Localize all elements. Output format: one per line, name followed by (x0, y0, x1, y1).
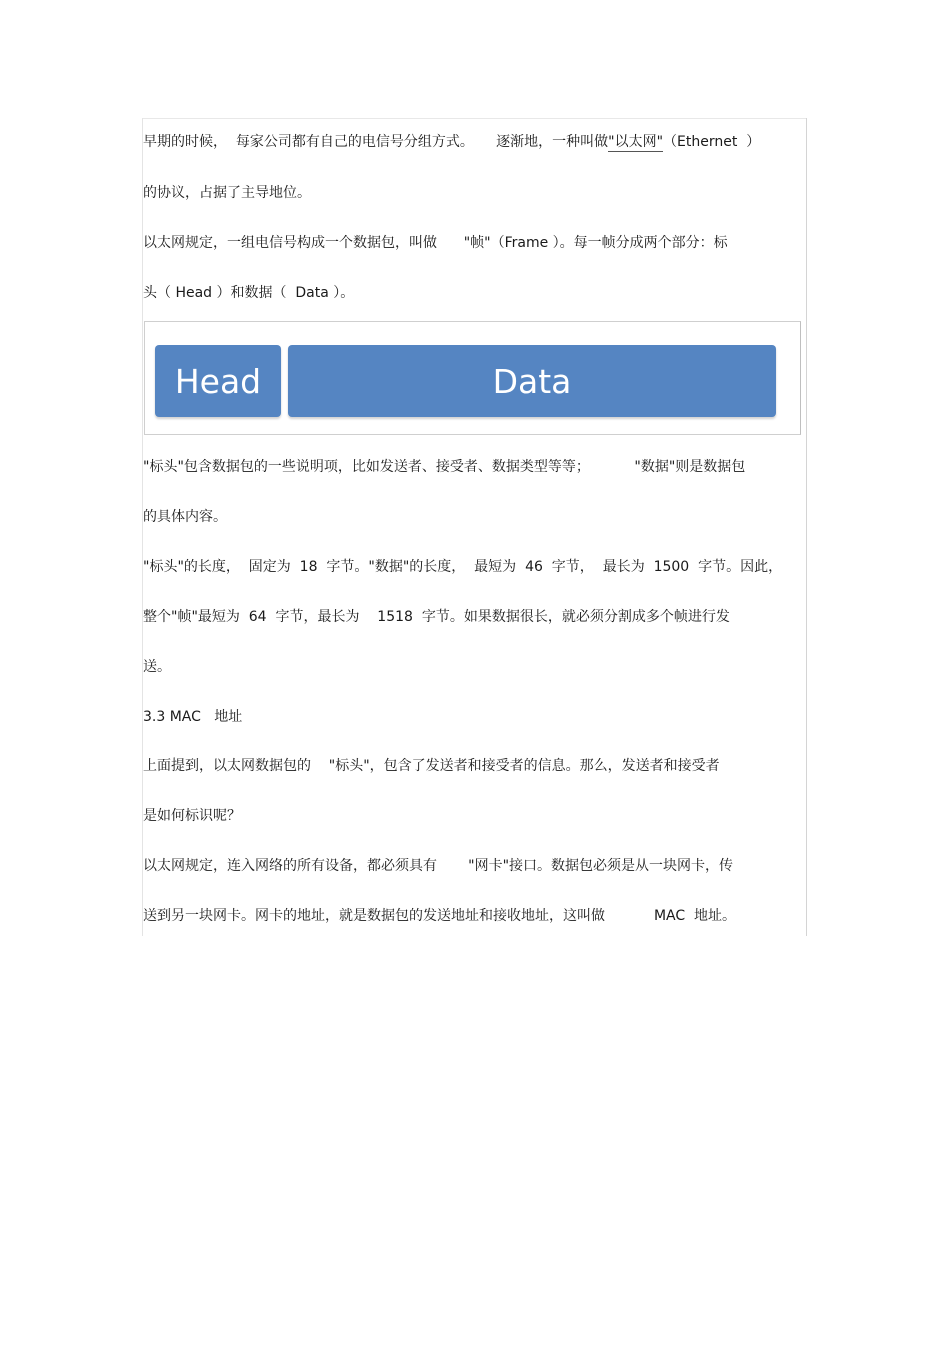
head-block (155, 345, 281, 417)
paragraph-2-line-1: 以太网规定，一组电信号构成一个数据包，叫做 "帧"（Frame ）。每一帧分成两个部分：标 (143, 235, 728, 251)
section-heading: 3.3 MAC 地址 (143, 709, 243, 725)
paragraph-4-line-2: 整个"帧"最短为 64 字节，最长为 1518 字节。如果数据很长，就必须分割成多个帧进行发 (143, 609, 730, 625)
frame-structure-figure (144, 321, 801, 435)
paragraph-3-line-1: "标头"包含数据包的一些说明项，比如发送者、接受者、数据类型等等； "数据"则是数据包 (143, 459, 746, 475)
paragraph-3-line-2: 的具体内容。 (143, 509, 227, 525)
paragraph-1-text-a: 早期的时候， 每家公司都有自己的电信号分组方式。 逐渐地，一种叫做 (143, 134, 609, 150)
paragraph-1-line-1 (143, 132, 808, 152)
paragraph-1-line-2: 的协议，占据了主导地位。 (143, 185, 311, 201)
paragraph-4-line-1: "标头"的长度， 固定为 18 字节。"数据"的长度， 最短为 46 字节， 最长为 1500 字节。因此， (143, 559, 783, 575)
paragraph-5-line-1: 上面提到，以太网数据包的 "标头"，包含了发送者和接受者的信息。那么，发送者和接受者 (143, 758, 720, 774)
paragraph-5-line-2: 是如何标识呢？ (143, 808, 241, 824)
data-block-label: Data (492, 361, 572, 401)
paragraph-4-line-3: 送。 (143, 659, 171, 675)
frame-top-border (142, 118, 807, 119)
head-block-label: Head (174, 361, 262, 401)
paragraph-6-line-1: 以太网规定，连入网络的所有设备，都必须具有 "网卡"接口。数据包必须是从一块网卡，传 (143, 858, 734, 874)
paragraph-2-line-2: 头（ Head ）和数据（ Data ）。 (143, 285, 355, 301)
paragraph-1-text-b: （Ethernet ） (663, 134, 761, 150)
ethernet-term: "以太网" (608, 134, 664, 150)
data-block (288, 345, 776, 417)
paragraph-6-line-2: 送到另一块网卡。网卡的地址，就是数据包的发送地址和接收地址，这叫做 MAC 地址。 (143, 908, 737, 924)
